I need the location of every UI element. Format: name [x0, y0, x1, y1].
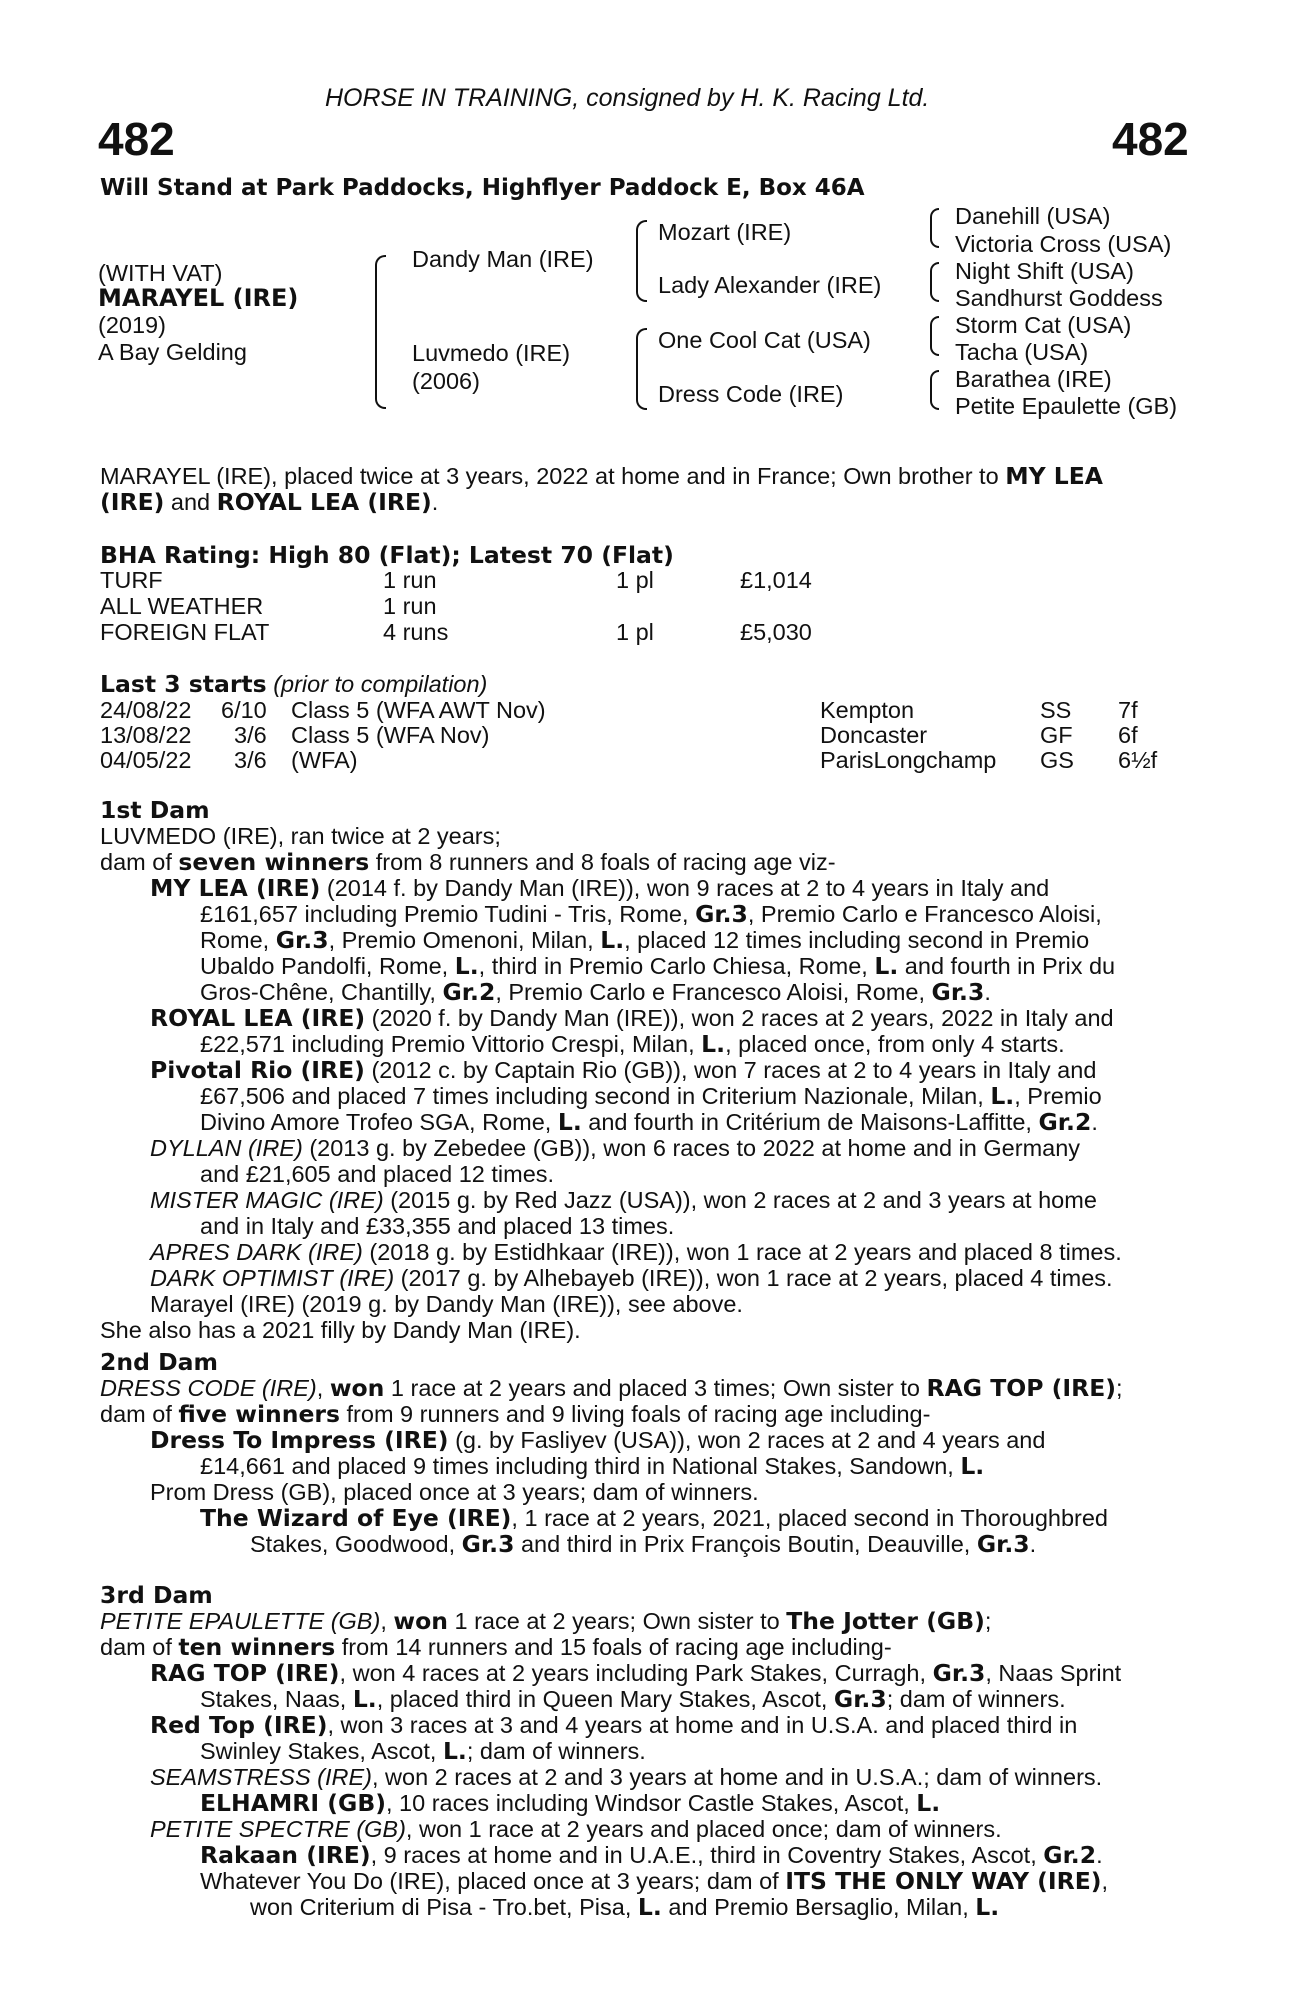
produce-apres-dark: APRES DARK (IRE) (2018 g. by Estidhkaar (IRE)), won 1 race at 2 years and placed 8 times.: [150, 1239, 1122, 1265]
summary-brother-1: MY LEA: [1005, 462, 1103, 490]
first-dam-section: [100, 797, 1200, 1343]
produce-seamstress: SEAMSTRESS (IRE), won 2 races at 2 and 3 years at home and in U.S.A.; dam of winners.: [150, 1764, 1103, 1790]
third-dam-title: 3rd Dam: [100, 1581, 213, 1609]
start-distance: 6f: [1118, 722, 1138, 748]
produce-line: £67,506 and placed 7 times including second in Criterium Nazionale, Milan, L., Premio: [200, 1082, 1102, 1110]
second-dam-produce-intro: dam of five winners from 9 runners and 9 living foals of racing age including-: [100, 1400, 931, 1428]
rating-placed: 1 pl: [616, 567, 654, 593]
start-race: (WFA): [291, 747, 358, 773]
produce-line: Stakes, Naas, L., placed third in Queen Mary Stakes, Ascot, Gr.3; dam of winners.: [200, 1685, 1066, 1713]
lot-number-left: 482: [98, 113, 175, 165]
produce-line: Stakes, Goodwood, Gr.3 and third in Prix François Boutin, Deauville, Gr.3.: [250, 1530, 1037, 1558]
last-starts-note: (prior to compilation): [266, 671, 488, 697]
third-dam-name: PETITE EPAULETTE (GB), won 1 race at 2 years; Own sister to The Jotter (GB);: [100, 1607, 992, 1635]
sire-dam: Lady Alexander (IRE): [658, 272, 882, 298]
third-dam-section: [100, 1582, 1200, 1920]
brace-ds: [930, 316, 939, 356]
ss-sire: Danehill (USA): [955, 203, 1111, 229]
produce-dark-optimist: DARK OPTIMIST (IRE) (2017 g. by Alhebayeb (IRE)), won 1 race at 2 years, placed 4 times.: [150, 1265, 1113, 1291]
start-race: Class 5 (WFA AWT Nov): [291, 697, 546, 723]
dam-year: (2006): [412, 368, 480, 394]
produce-line: Swinley Stakes, Ascot, L.; dam of winners.: [200, 1737, 646, 1765]
start-course: Kempton: [820, 697, 915, 723]
location-line: Will Stand at Park Paddocks, Highflyer Paddock E, Box 46A: [100, 175, 865, 201]
horse-description: A Bay Gelding: [98, 339, 247, 365]
rating-prize: £5,030: [740, 619, 812, 645]
rating-runs: 1 run: [383, 593, 437, 619]
produce-2021-filly: She also has a 2021 filly by Dandy Man (IRE).: [100, 1317, 581, 1343]
start-date: 04/05/22: [100, 747, 192, 773]
produce-dress-to-impress: Dress To Impress (IRE) (g. by Fasliyev (USA)), won 2 races at 2 and 4 years and: [150, 1426, 1046, 1454]
produce-line: and in Italy and £33,355 and placed 13 times.: [200, 1213, 675, 1239]
rating-prize: £1,014: [740, 567, 812, 593]
produce-line: £14,661 and placed 9 times including third in National Stakes, Sandown, L.: [200, 1452, 985, 1480]
produce-rag-top: RAG TOP (IRE), won 4 races at 2 years including Park Stakes, Curragh, Gr.3, Naas Sprint: [150, 1659, 1122, 1687]
produce-whatever-you-do: Whatever You Do (IRE), placed once at 3 years; dam of ITS THE ONLY WAY (IRE),: [200, 1867, 1109, 1895]
rating-runs: 1 run: [383, 567, 437, 593]
rating-surface: FOREIGN FLAT: [100, 619, 270, 645]
first-dam-name: LUVMEDO (IRE), ran twice at 2 years;: [100, 823, 501, 849]
second-dam-section: [100, 1349, 1200, 1557]
rating-surface: ALL WEATHER: [100, 593, 264, 619]
produce-line: Divino Amore Trofeo SGA, Rome, L. and fourth in Critérium de Maisons-Laffitte, Gr.2.: [200, 1108, 1098, 1136]
rating-placed: 1 pl: [616, 619, 654, 645]
brace-gen1: [375, 255, 386, 409]
dam: Luvmedo (IRE): [412, 340, 571, 366]
second-dam-name: DRESS CODE (IRE), won 1 race at 2 years and placed 3 times; Own sister to RAG TOP (IRE);: [100, 1374, 1123, 1402]
summary-brother-2: ROYAL LEA (IRE): [216, 488, 432, 516]
sire: Dandy Man (IRE): [412, 246, 594, 272]
rating-surface: TURF: [100, 567, 163, 593]
produce-line: Rome, Gr.3, Premio Omenoni, Milan, L., placed 12 times including second in Premio: [200, 926, 1090, 954]
brace-ss: [930, 208, 939, 248]
last-starts-heading: [100, 670, 487, 698]
produce-rakaan: Rakaan (IRE), 9 races at home and in U.A.E., third in Coventry Stakes, Ascot, Gr.2.: [200, 1841, 1103, 1869]
summary-and: and: [164, 489, 217, 515]
start-going: GS: [1040, 747, 1074, 773]
lot-number-right: 482: [1112, 113, 1189, 165]
start-position: 3/6: [234, 747, 267, 773]
first-dam-produce-intro: dam of seven winners from 8 runners and 8 foals of racing age viz-: [100, 848, 836, 876]
produce-royal-lea: ROYAL LEA (IRE) (2020 f. by Dandy Man (IRE)), won 2 races at 2 years, 2022 in Italy and: [150, 1004, 1114, 1032]
rating-runs: 4 runs: [383, 619, 449, 645]
brace-dd: [930, 370, 939, 410]
sd-dam: Sandhurst Goddess: [955, 285, 1163, 311]
sire-sire: Mozart (IRE): [658, 219, 792, 245]
summary-period: .: [431, 489, 439, 515]
produce-line: £161,657 including Premio Tudini - Tris, Rome, Gr.3, Premio Carlo e Francesco Aloisi,: [200, 900, 1102, 928]
start-course: Doncaster: [820, 722, 928, 748]
start-going: GF: [1040, 722, 1073, 748]
produce-wizard-of-eye: The Wizard of Eye (IRE), 1 race at 2 years, 2021, placed second in Thoroughbred: [200, 1504, 1109, 1532]
produce-mister-magic: MISTER MAGIC (IRE) (2015 g. by Red Jazz (USA)), won 2 races at 2 and 3 years at home: [150, 1187, 1097, 1213]
consignment-line: HORSE IN TRAINING, consigned by H. K. Racing Ltd.: [325, 84, 930, 112]
ds-dam: Tacha (USA): [955, 339, 1089, 365]
ss-dam: Victoria Cross (USA): [955, 231, 1172, 257]
horse-name: MARAYEL (IRE): [98, 284, 299, 312]
brace-sire: [636, 220, 647, 302]
start-going: SS: [1040, 697, 1072, 723]
produce-line: Ubaldo Pandolfi, Rome, L., third in Premio Carlo Chiesa, Rome, L. and fourth in Prix du: [200, 952, 1116, 980]
produce-line: Gros-Chêne, Chantilly, Gr.2, Premio Carlo e Francesco Aloisi, Rome, Gr.3.: [200, 978, 991, 1006]
summary-brother-1-suffix: (IRE): [100, 488, 165, 516]
dd-sire: Barathea (IRE): [955, 366, 1112, 392]
produce-line: and £21,605 and placed 12 times.: [200, 1161, 555, 1187]
produce-prom-dress: Prom Dress (GB), placed once at 3 years; dam of winners.: [150, 1479, 759, 1505]
start-distance: 7f: [1118, 697, 1138, 723]
start-distance: 6½f: [1118, 747, 1158, 773]
brace-sd: [930, 262, 939, 302]
produce-my-lea: MY LEA (IRE) (2014 f. by Dandy Man (IRE)), won 9 races at 2 to 4 years in Italy and: [150, 874, 1050, 902]
start-course: ParisLongchamp: [820, 747, 997, 773]
rating-title: BHA Rating: High 80 (Flat); Latest 70 (Flat): [100, 541, 674, 569]
third-dam-produce-intro: dam of ten winners from 14 runners and 15 foals of racing age including-: [100, 1633, 892, 1661]
produce-line: won Criterium di Pisa - Tro.bet, Pisa, L. and Premio Bersaglio, Milan, L.: [250, 1893, 1000, 1921]
start-race: Class 5 (WFA Nov): [291, 722, 490, 748]
produce-red-top: Red Top (IRE), won 3 races at 3 and 4 years at home and in U.S.A. and placed third in: [150, 1711, 1078, 1739]
dd-dam: Petite Epaulette (GB): [955, 393, 1178, 419]
produce-dyllan: DYLLAN (IRE) (2013 g. by Zebedee (GB)), won 6 races to 2022 at home and in Germany: [150, 1135, 1081, 1161]
produce-pivotal-rio: Pivotal Rio (IRE) (2012 c. by Captain Rio (GB)), won 7 races at 2 to 4 years in Italy and: [150, 1056, 1097, 1084]
summary: [100, 463, 1200, 515]
vat-label: (WITH VAT): [98, 260, 223, 286]
produce-petite-spectre: PETITE SPECTRE (GB), won 1 race at 2 years and placed once; dam of winners.: [150, 1816, 1002, 1842]
produce-marayel: Marayel (IRE) (2019 g. by Dandy Man (IRE)), see above.: [150, 1291, 743, 1317]
dam-sire: One Cool Cat (USA): [658, 327, 871, 353]
start-date: 24/08/22: [100, 697, 192, 723]
horse-year: (2019): [98, 312, 166, 338]
sd-sire: Night Shift (USA): [955, 258, 1134, 284]
start-position: 3/6: [234, 722, 267, 748]
dam-dam: Dress Code (IRE): [658, 381, 844, 407]
start-date: 13/08/22: [100, 722, 192, 748]
start-position: 6/10: [221, 697, 267, 723]
last-starts-title: Last 3 starts: [100, 670, 267, 698]
ds-sire: Storm Cat (USA): [955, 312, 1132, 338]
summary-text: MARAYEL (IRE), placed twice at 3 years, 2022 at home and in France; Own brother to: [100, 463, 1006, 489]
second-dam-title: 2nd Dam: [100, 1348, 218, 1376]
brace-dam: [636, 328, 647, 410]
produce-elhamri: ELHAMRI (GB), 10 races including Windsor Castle Stakes, Ascot, L.: [200, 1789, 941, 1817]
first-dam-title: 1st Dam: [100, 796, 210, 824]
produce-line: £22,571 including Premio Vittorio Crespi, Milan, L., placed once, from only 4 starts.: [200, 1030, 1065, 1058]
